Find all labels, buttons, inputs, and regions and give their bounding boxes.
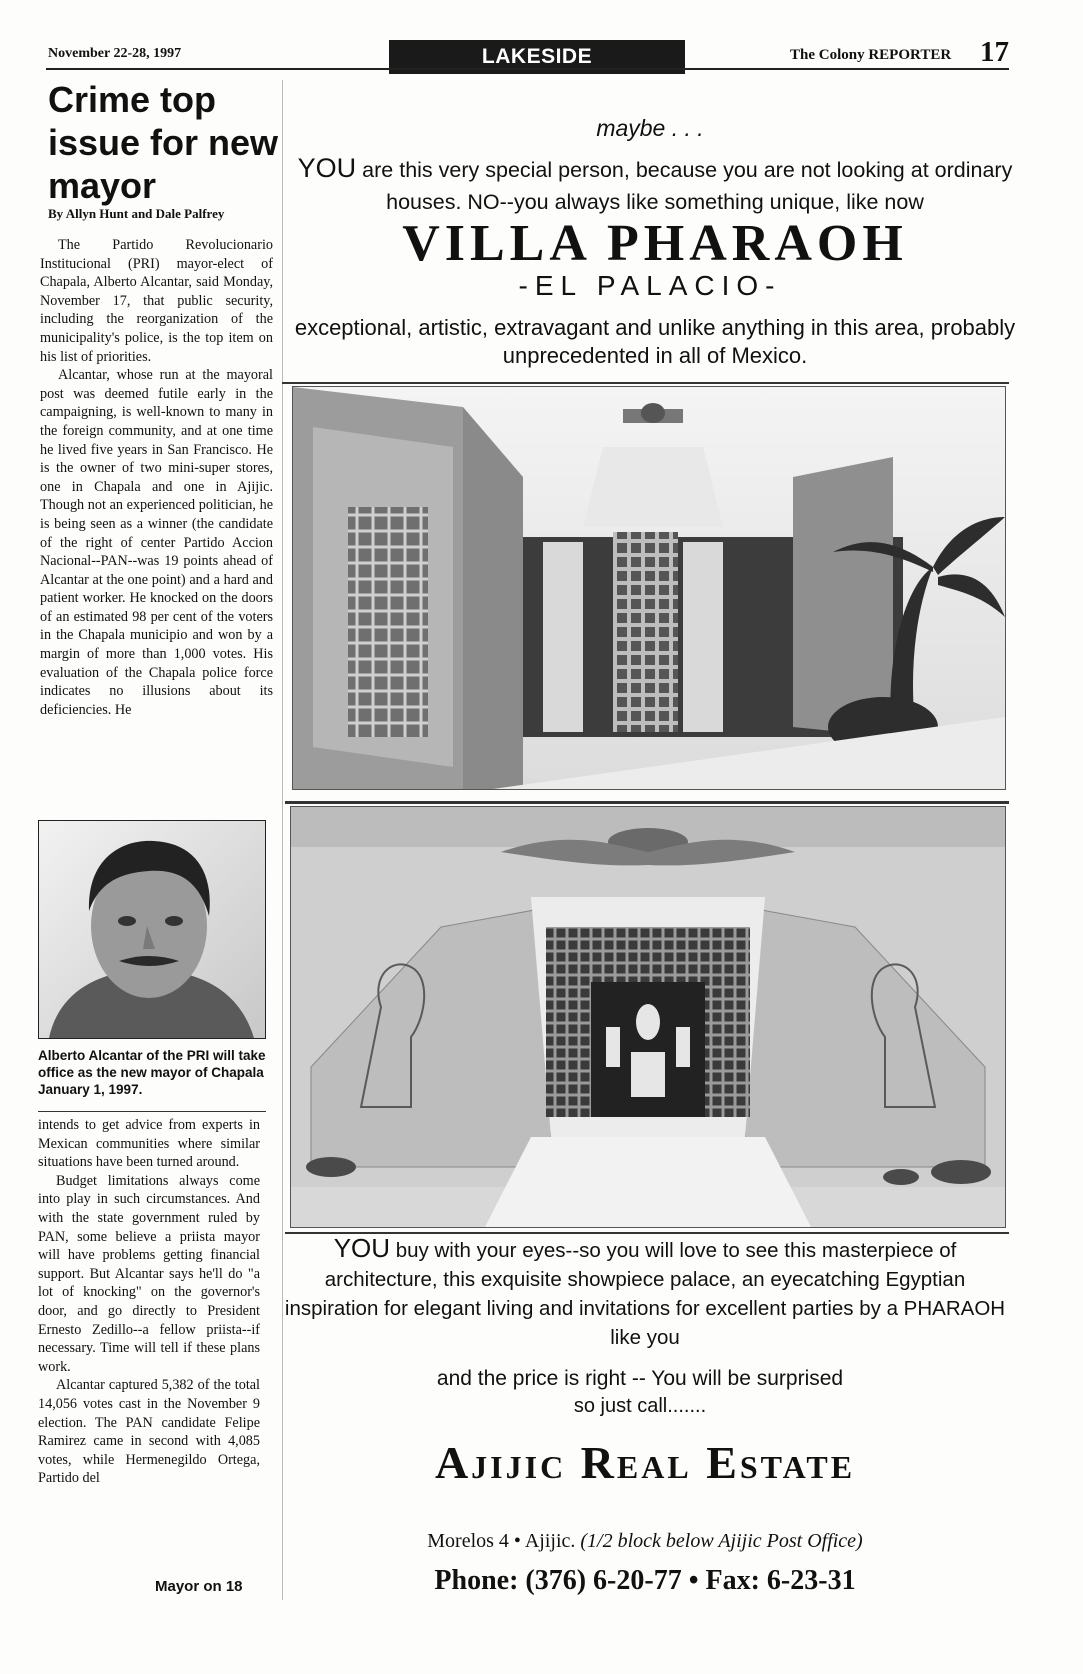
ad-rule [285, 801, 1009, 804]
address-main: Morelos 4 • Ajijic. [427, 1530, 576, 1552]
ad-body-text: buy with your eyes--so you will love to see this masterpiece of architecture, this exquisite showpiece palace, an eyecatching Egyptian inspiration for elegant living and invitations for excellent parties by a PHARAOH like you [284, 1239, 1006, 1349]
ad-palacio: -EL PALACIO- [518, 270, 782, 301]
article-paragraph: intends to get advice from experts in Mexican communities where similar situations have been turned around. [38, 1117, 260, 1171]
portrait-image [39, 821, 265, 1038]
villa-entrance-photo [290, 806, 1006, 1228]
ad-price: and the price is right -- You will be surprised [436, 1367, 844, 1390]
article-body-bottom [38, 1116, 260, 1488]
newspaper-name: The Colony REPORTER [790, 47, 952, 63]
ad-body [280, 1234, 1010, 1352]
article-paragraph: Alcantar, whose run at the mayoral post was deemed futile early in the campaigning, is well-known to many in the foreign community, and at one time he lived five years in San Francisco. He is the owner of two mini-super stores, one in Chapala and one in Ajijic. Though not an experienced politician, he is being seen as a winner (the candidate of the right of center Partido Accion Nacional--PAN--was 19 points ahead of Alcantar at the one point) and a hard and patient worker. He knocked on the doors of an estimated 98 per cent of the voters in the Chapala municipio and won by a margin of more than 1,000 votes. His evaluation of the Chapala police force indicates no illusions about its deficiencies. He [40, 367, 273, 718]
ad-intro [290, 152, 1020, 218]
photo-caption: Alberto Alcantar of the PRI will take office as the new mayor of Chapala January 1, 1997. [38, 1048, 266, 1097]
column-divider [282, 80, 283, 1600]
ad-body-you: YOU [333, 1233, 391, 1263]
real-estate-firm-name: Ajijic Real Estate [434, 1437, 856, 1488]
address-note: (1/2 block below Ajijic Post Office) [580, 1530, 863, 1552]
ad-address [280, 1530, 1010, 1553]
ad-description: exceptional, artistic, extravagant and unlike anything in this area, probably unprecedented in all of Mexico. [294, 315, 1016, 368]
mayor-photo [38, 820, 266, 1039]
ad-villa-title: VILLA PHARAOH [402, 215, 908, 272]
caption-rule [38, 1111, 266, 1112]
ad-call: so just call....... [573, 1395, 707, 1417]
ad-intro-you: YOU [297, 153, 357, 183]
article-paragraph: Alcantar captured 5,382 of the total 14,056 votes cast in the November 9 election. The PAN candidate Felipe Ramirez came in second with 4,085 votes, while Hermenegildo Ortega, Partido del [38, 1377, 260, 1487]
facade-image [293, 387, 1005, 789]
ad-rule [282, 382, 1009, 384]
villa-facade-photo [292, 386, 1006, 790]
header-rule [46, 68, 1009, 70]
entrance-image [291, 807, 1005, 1227]
article-body-top [40, 236, 273, 719]
article-paragraph: Budget limitations always come into play in such circumstances. And with the state government ruled by PAN, some believe a priista mayor will have problems getting financial support. But Alcantar says he'll do "a lot of knocking" on the governor's door, and go directly to President Ernesto Zedillo--a fellow priista--if necessary. Time will tell if these plans work. [38, 1172, 260, 1375]
ad-phone-fax: Phone: (376) 6-20-77 • Fax: 6-23-31 [434, 1565, 856, 1596]
ad-maybe: maybe . . . [596, 115, 704, 141]
ad-intro-text: are this very special person, because you are not looking at ordinary houses. NO--you always like something unique, like now [362, 158, 1013, 214]
continued-jump-line: Mayor on 18 [155, 1578, 243, 1595]
article-paragraph: The Partido Revolucionario Institucional (PRI) mayor-elect of Chapala, Alberto Alcantar, said Monday, November 17, that public security, including the reorganization of the municipality's police, is the top item on his list of priorities. [40, 237, 273, 365]
article-byline: By Allyn Hunt and Dale Palfrey [48, 206, 225, 221]
section-banner: LAKESIDE [389, 40, 685, 74]
article-headline: Crime top issue for new mayor [48, 79, 279, 206]
issue-date: November 22-28, 1997 [48, 46, 182, 61]
page-number: 17 [980, 36, 1009, 68]
